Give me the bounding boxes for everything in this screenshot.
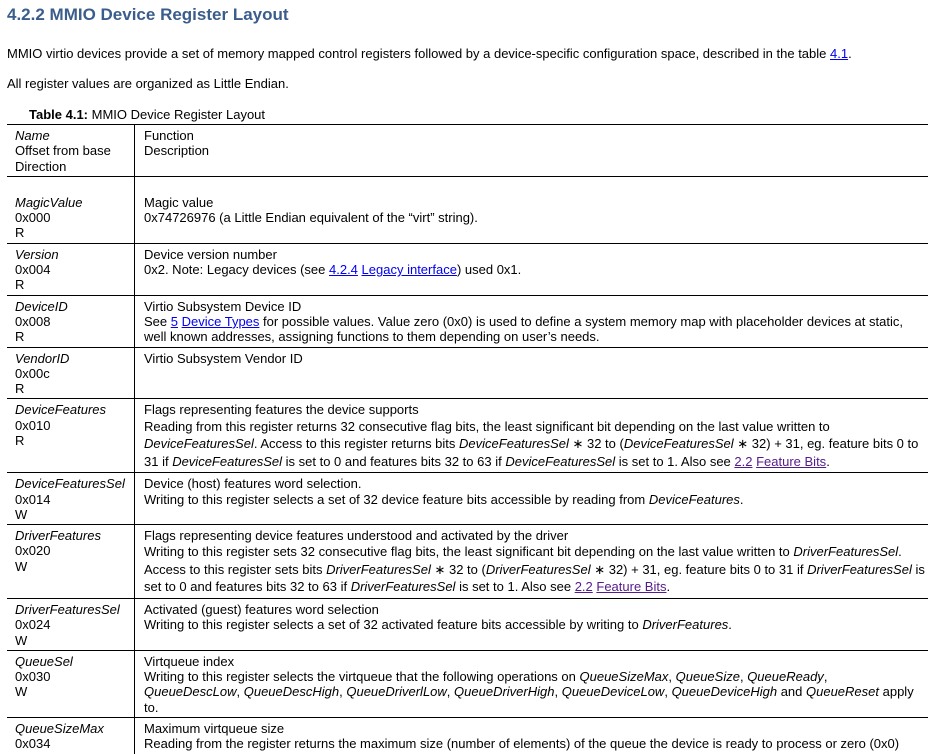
register-cell — [7, 525, 135, 599]
desc-text: Reading from this register returns 32 consecutive flag bits, the least significant bit depending on the last value written to — [144, 419, 830, 434]
register-direction: R — [15, 277, 134, 292]
register-offset: 0x014 — [15, 492, 134, 507]
register-cell — [7, 295, 135, 347]
table-row — [7, 176, 928, 243]
register-ref: DriverFeaturesSel — [351, 579, 456, 594]
register-function: Maximum virtqueue size — [144, 721, 926, 736]
register-ref: DeviceFeaturesSel — [624, 436, 734, 451]
register-offset: 0x024 — [15, 617, 134, 632]
register-function: Virtqueue index — [144, 654, 926, 669]
endian-note: All register values are organized as Little Endian. — [7, 76, 928, 92]
table-row — [7, 295, 928, 347]
desc-text: ∗ 32) + 31, eg. feature bits 0 to 31 if — [144, 436, 918, 469]
table-row — [7, 399, 928, 473]
register-ref: QueueReady — [747, 669, 824, 684]
caption-title: MMIO Device Register Layout — [88, 107, 265, 122]
desc-text: See — [144, 314, 171, 329]
table-row — [7, 243, 928, 295]
register-cell — [7, 598, 135, 650]
register-table — [7, 124, 928, 754]
desc-text: Writing to this register selects the virtqueue that the following operations on — [144, 669, 580, 684]
register-ref: DeviceFeaturesSel — [144, 436, 254, 451]
desc-text: ∗ 32 to ( — [431, 562, 486, 577]
header-name: Name — [15, 128, 134, 143]
table-caption — [29, 107, 928, 122]
table-ref-link[interactable]: 4.1 — [830, 46, 848, 61]
register-direction: R — [15, 433, 134, 448]
table-header-row — [7, 125, 928, 177]
register-direction: W — [15, 633, 134, 648]
description-cell — [135, 473, 928, 525]
register-offset: 0x020 — [15, 543, 134, 558]
register-offset: 0x004 — [15, 262, 134, 277]
separator: , — [668, 669, 675, 684]
header-left-cell — [7, 125, 135, 177]
register-offset: 0x034 — [15, 736, 134, 751]
separator: , — [824, 669, 828, 684]
register-ref: QueueDeviceHigh — [672, 684, 778, 699]
header-description: Description — [144, 143, 926, 158]
desc-text: is set to 1. Also see — [455, 579, 574, 594]
register-name: DeviceFeaturesSel — [15, 476, 134, 491]
separator: , — [740, 669, 747, 684]
register-function: Flags representing features the device supports — [144, 402, 926, 417]
desc-text: Writing to this register sets 32 consecutive flag bits, the least significant bit depending on the last value written to — [144, 544, 793, 559]
desc-text: 0x2. Note: Legacy devices (see — [144, 262, 329, 277]
header-right-cell — [135, 125, 928, 177]
desc-text: ∗ 32) + 31, eg. feature bits 0 to 31 if — [591, 562, 808, 577]
register-ref: QueueDescHigh — [244, 684, 339, 699]
table-row — [7, 347, 928, 399]
register-ref: DeviceFeaturesSel — [505, 454, 615, 469]
register-name: DriverFeaturesSel — [15, 602, 134, 617]
register-description — [144, 669, 926, 715]
register-description — [144, 418, 926, 471]
table-row — [7, 473, 928, 525]
register-function: Flags representing device features understood and activated by the driver — [144, 528, 926, 543]
desc-text: . Access to this register returns bits — [254, 436, 459, 451]
desc-text: . Access to this register sets bits — [144, 544, 902, 577]
description-cell — [135, 176, 928, 243]
register-ref: DeviceFeatures — [649, 492, 740, 507]
desc-text: Writing to this register selects a set of 32 activated feature bits accessible by writing to — [144, 617, 642, 632]
register-direction: W — [15, 559, 134, 574]
register-ref: QueueDescLow — [144, 684, 237, 699]
register-name: QueueSel — [15, 654, 134, 669]
table-row — [7, 525, 928, 599]
desc-text: is set to 0 and features bits 32 to 63 if — [282, 454, 505, 469]
register-function: Magic value — [144, 195, 926, 210]
separator: , — [447, 684, 454, 699]
section-link[interactable]: 4.2.4 — [329, 262, 358, 277]
description-cell — [135, 525, 928, 599]
register-name: VendorID — [15, 351, 134, 366]
description-cell — [135, 718, 928, 754]
register-name: DeviceID — [15, 299, 134, 314]
register-direction: R — [15, 381, 134, 396]
register-offset: 0x030 — [15, 669, 134, 684]
register-name: MagicValue — [15, 195, 134, 210]
desc-text: . — [740, 492, 744, 507]
intro-text-end: . — [848, 46, 852, 61]
register-ref: DeviceFeaturesSel — [172, 454, 282, 469]
header-offset: Offset from base — [15, 143, 134, 158]
register-name: DeviceFeatures — [15, 402, 134, 417]
table-row — [7, 718, 928, 754]
register-description — [144, 543, 926, 596]
register-ref: DeviceFeaturesSel — [459, 436, 569, 451]
register-cell — [7, 399, 135, 473]
register-function: Activated (guest) features word selection — [144, 602, 926, 617]
register-ref: QueueSizeMax — [580, 669, 669, 684]
register-cell — [7, 718, 135, 754]
description-cell — [135, 399, 928, 473]
register-description: 0x74726976 (a Little Endian equivalent of the “virt” string). — [144, 210, 926, 225]
register-description — [144, 617, 926, 632]
table-row — [7, 650, 928, 717]
register-direction: R — [15, 225, 134, 240]
register-offset: 0x000 — [15, 210, 134, 225]
header-function: Function — [144, 128, 926, 143]
desc-text: is set to 0 and features bits 32 to 63 if — [144, 562, 925, 595]
desc-text: for possible values. Value zero (0x0) is used to define a system memory map with placeholder devices at static, well known addresses, assigning functions to them depending on user’s needs. — [144, 314, 903, 344]
table-row — [7, 598, 928, 650]
register-ref: DriverFeatures — [642, 617, 728, 632]
register-ref: DriverFeaturesSel — [793, 544, 898, 559]
register-function: Device version number — [144, 247, 926, 262]
description-cell — [135, 243, 928, 295]
register-ref: DriverFeaturesSel — [326, 562, 431, 577]
register-offset: 0x008 — [15, 314, 134, 329]
register-name: QueueSizeMax — [15, 721, 134, 736]
description-cell — [135, 598, 928, 650]
desc-text: ) used 0x1. — [457, 262, 521, 277]
register-name: DriverFeatures — [15, 528, 134, 543]
register-function: Virtio Subsystem Vendor ID — [144, 351, 926, 366]
separator: , — [339, 684, 346, 699]
desc-text: Writing to this register selects a set of 32 device feature bits accessible by reading from — [144, 492, 649, 507]
register-description — [144, 262, 926, 277]
separator: , — [237, 684, 244, 699]
device-types-link[interactable]: Device Types — [182, 314, 260, 329]
intro-text: MMIO virtio devices provide a set of memory mapped control registers followed by a device-specific configuration space, described in the table — [7, 46, 830, 61]
register-description: Reading from the register returns the maximum size (number of elements) of the queue the device is ready to process or zero (0x0) — [144, 736, 926, 751]
register-cell — [7, 473, 135, 525]
register-cell — [7, 243, 135, 295]
header-direction: Direction — [15, 159, 134, 174]
register-name: Version — [15, 247, 134, 262]
intro-paragraph — [7, 46, 928, 62]
register-ref: QueueDriverlLow — [346, 684, 446, 699]
register-direction: W — [15, 507, 134, 522]
register-offset: 0x00c — [15, 366, 134, 381]
desc-text: . — [826, 454, 830, 469]
separator: , — [554, 684, 561, 699]
register-ref: QueueDriverHigh — [454, 684, 554, 699]
section-link[interactable]: 5 — [171, 314, 178, 329]
description-cell — [135, 650, 928, 717]
legacy-interface-link[interactable]: Legacy interface — [362, 262, 457, 277]
register-function: Virtio Subsystem Device ID — [144, 299, 926, 314]
register-offset: 0x010 — [15, 418, 134, 433]
register-function: Device (host) features word selection. — [144, 476, 926, 491]
register-description — [144, 492, 926, 507]
desc-text: . — [666, 579, 670, 594]
description-cell — [135, 295, 928, 347]
feature-bits-link[interactable]: Feature Bits — [596, 579, 666, 594]
caption-label: Table 4.1: — [29, 107, 88, 122]
desc-text: is set to 1. Also see — [615, 454, 734, 469]
register-ref: DriverFeaturesSel — [486, 562, 591, 577]
register-cell — [7, 347, 135, 399]
register-ref: QueueReset — [806, 684, 879, 699]
feature-bits-link[interactable]: Feature Bits — [756, 454, 826, 469]
section-link[interactable]: 2.2 — [575, 579, 593, 594]
desc-text: . — [728, 617, 732, 632]
register-ref: QueueDeviceLow — [562, 684, 665, 699]
section-heading: 4.2.2 MMIO Device Register Layout — [7, 0, 928, 26]
register-ref: DriverFeaturesSel — [807, 562, 912, 577]
register-direction: R — [15, 329, 134, 344]
register-ref: QueueSize — [676, 669, 740, 684]
register-cell — [7, 176, 135, 243]
register-cell — [7, 650, 135, 717]
section-link[interactable]: 2.2 — [734, 454, 752, 469]
register-direction: W — [15, 684, 134, 699]
desc-text: apply to. — [144, 684, 914, 714]
description-cell — [135, 347, 928, 399]
separator: , — [664, 684, 671, 699]
desc-text: ∗ 32 to ( — [569, 436, 624, 451]
separator: and — [777, 684, 806, 699]
register-description — [144, 314, 926, 345]
